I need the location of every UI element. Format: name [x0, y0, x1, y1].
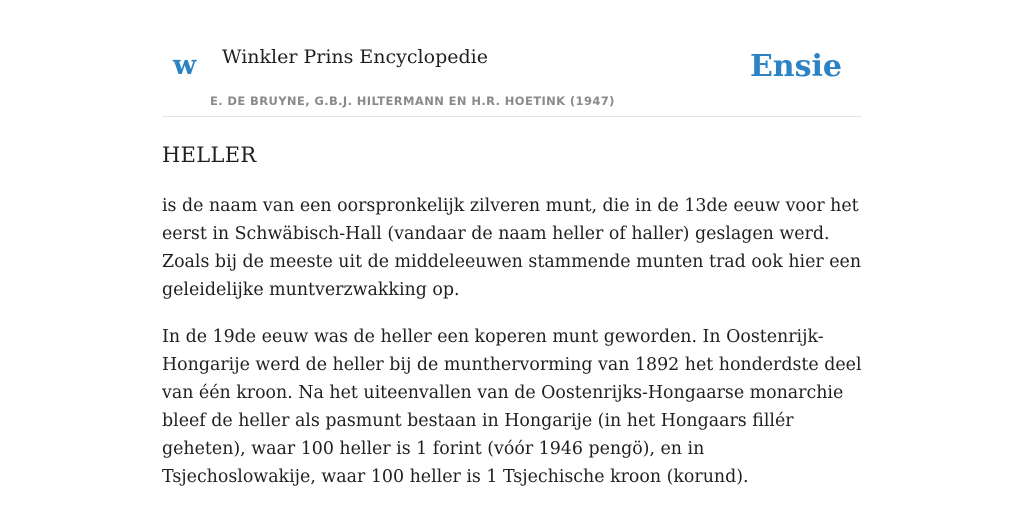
article: [162, 140, 862, 510]
ensie-logo[interactable]: Ensie: [749, 49, 842, 84]
publication-title[interactable]: Winkler Prins Encyclopedie: [222, 46, 488, 68]
article-title: HELLER: [162, 143, 257, 167]
article-paragraph-2: In de 19de eeuw was de heller een koperen munt geworden. In Oostenrijk-Hongarije werd de heller bij de munthervorming van 1892 het honderdste deel van één kroon. Na het uiteenvallen van de Oostenrijks-Hongaarse monarchie bleef de heller als pasmunt bestaan in Hongarije (in het Hongaars fillér geheten), waar 100 heller is 1 forint (vóór 1946 pengö), en in Tsjechoslowakije, waar 100 heller is 1 Tsjechische kroon (korund).: [162, 327, 862, 487]
publication-header: [162, 0, 862, 117]
article-paragraph-1: is de naam van een oorspronkelijk zilveren munt, die in de 13de eeuw voor het eerst in Schwäbisch-Hall (vandaar de naam heller of haller) geslagen werd. Zoals bij de meeste uit de middeleeuwen stammende munten trad ook hier een geleidelijke muntverzwakking op.: [162, 196, 862, 300]
publication-logo-icon[interactable]: w: [173, 50, 197, 81]
publication-authors: E. DE BRUYNE, G.B.J. HILTERMANN EN H.R. HOETINK (1947): [210, 94, 615, 108]
